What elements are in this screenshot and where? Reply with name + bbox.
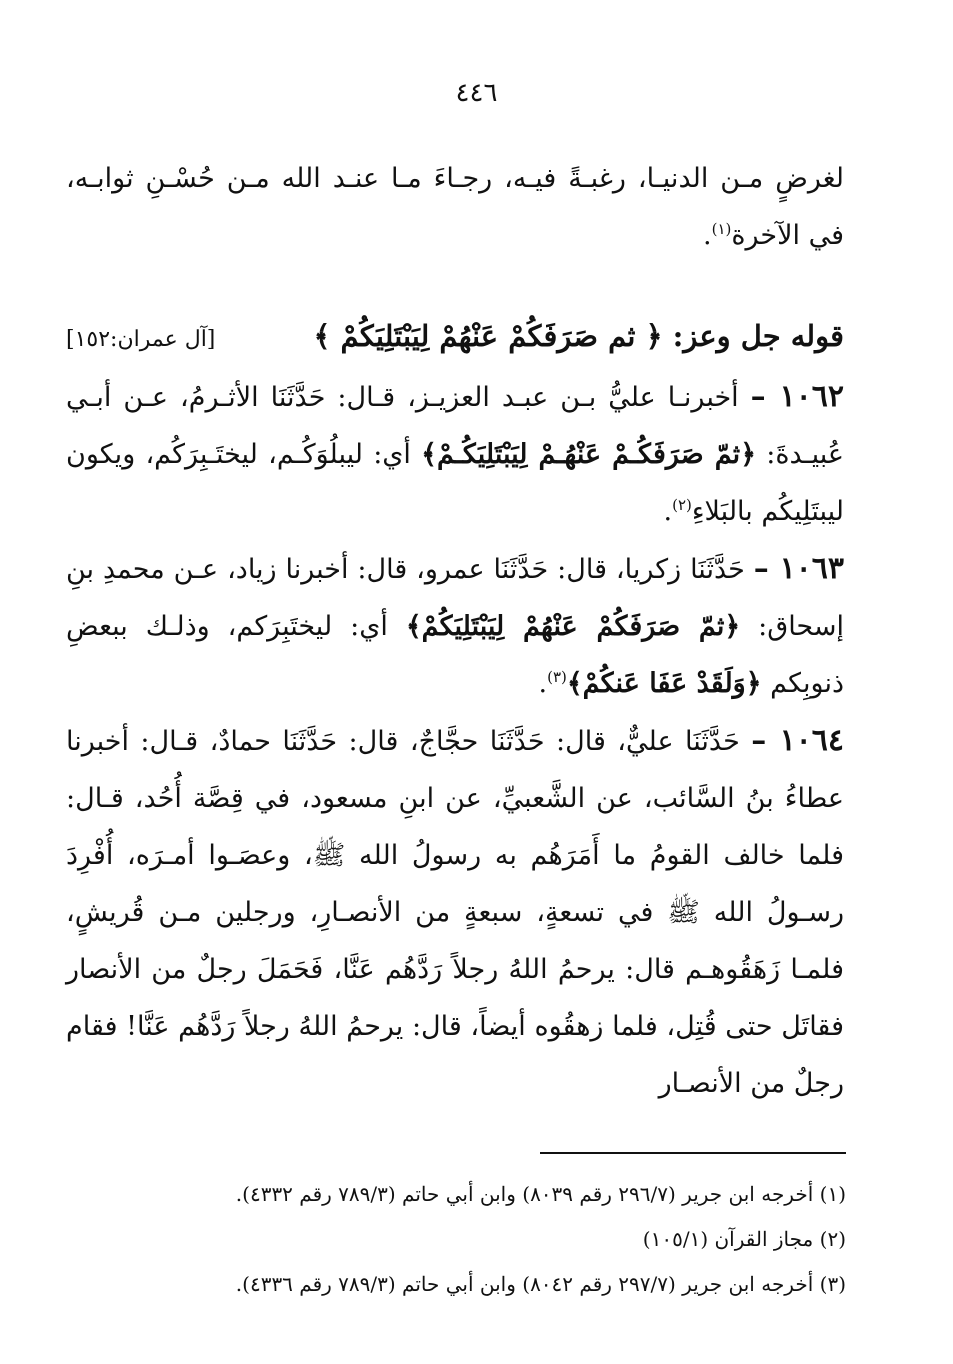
entry-end: . xyxy=(538,668,548,699)
intro-end: . xyxy=(702,220,712,251)
entry-1062 xyxy=(66,368,844,540)
entry-number: ١٠٦٣ – xyxy=(753,551,845,586)
heading-verse-reference: [آل عمران:١٥٢] xyxy=(66,327,216,352)
footnote-ref-3: (٣) xyxy=(547,668,567,686)
intro-paragraph xyxy=(66,150,844,264)
section-heading xyxy=(66,308,844,368)
quran-quote-2: ﴿وَلَقَدْ عَفَا عَنكُمْ﴾ xyxy=(566,668,762,699)
footnote-2: (٢) مجاز القرآن (١٠٥/١) xyxy=(642,1227,846,1251)
entry-text: حَدَّثَنَا زكريا، قال: حَدَّثَنَا عمرو، قال: أخبرنا زياد، عـن محمدِ بنِ إسحاق: xyxy=(66,554,844,642)
quran-quote: ﴿ثمّ صَرَفَكُـمْ عَنْهُـمْ لِيَبْتَلِيَكُـمْ﴾ xyxy=(421,439,757,470)
footnote-3: (٣) أخرجه ابن جرير (٢٩٧/٧ رقم ٨٠٤٢) وابن أبي حاتم (٧٨٩/٣ رقم ٤٣٣٦). xyxy=(235,1272,846,1296)
entry-end: . xyxy=(663,496,673,527)
footnotes xyxy=(66,1172,846,1307)
page-number: ٤٤٦ xyxy=(455,78,498,108)
entry-text: أي: ليختَبِرَكم، وذلـك ببعضِ ذنوبِكم xyxy=(66,611,844,699)
footnote-ref-1: (١) xyxy=(711,220,732,238)
entry-1063 xyxy=(66,540,844,712)
footnote-1: (١) أخرجه ابن جرير (٢٩٦/٧ رقم ٨٠٣٩) وابن أبي حاتم (٧٨٩/٣ رقم ٤٣٣٢). xyxy=(235,1182,846,1206)
entry-text: حَدَّثَنَا عليٌّ، قال: حَدَّثَنَا حجَّاجٌ، قال: حَدَّثَنَا حمادٌ، قـال: أخبرنا عطاءُ بنُ السَّائب، عن الشَّعبيِّ، عن ابنِ مسعود، في قِصَّة أُحُد، قـال: فلما خالف القومُ ما أَمَرَهُم به رسولُ الله ﷺ، وعصَـوا أمـرَه، أُفْرِدَ رسـولُ الله ﷺ في تسعةٍ، سبعةٍ من الأنصـارِ، ورجلين مـن قُريشٍ، فلمـا زَهَقُوهـم قال: يرحمُ اللهُ رجلاً رَدَّهُم عَنَّا، فَحَمَلَ رجلٌ من الأنصار فقاتَل حتى قُتِل، فلما زهقُوه أيضاً، قال: يرحمُ اللهُ رجلاً رَدَّهُم عَنَّا! فقام رجلٌ من الأنصـار xyxy=(66,726,844,1099)
entry-number: ١٠٦٢ – xyxy=(750,379,844,414)
quran-quote: ﴿ثمّ صَرَفَكُمْ عَنْهُمْ لِيَبْتَلِيَكُمْ﴾ xyxy=(405,611,741,642)
intro-text: لغرضٍ مـن الدنيـا، رغبـةً فيـه، رجـاءَ مـا عنـد الله مـن حُسْـنِ ثوابـه، في الآخرة xyxy=(66,163,844,251)
footnote-divider xyxy=(540,1152,846,1154)
entry-text: أخبرنـا عليُّ بـن عبـد العزيـز، قـال: حَدَّثَنَا الأثـرمُ، عـن أبـي عُبيـدةَ: xyxy=(66,382,844,470)
footnote-ref-2: (٢) xyxy=(672,496,692,514)
main-text xyxy=(66,150,844,1112)
entry-text: أي: ليبلُوَكُـم، ليختَـبِرَكُم، ويكون ليبتَلِيكُم بالبَلاءِ xyxy=(66,439,844,527)
entry-number: ١٠٦٤ – xyxy=(751,723,845,758)
heading-title: قوله جل وعز: ﴿ ثم صَرَفَكُمْ عَنْهُمْ لِيَبْتَلِيَكُمْ ﴾ xyxy=(313,319,844,353)
entry-1064 xyxy=(66,712,844,1112)
